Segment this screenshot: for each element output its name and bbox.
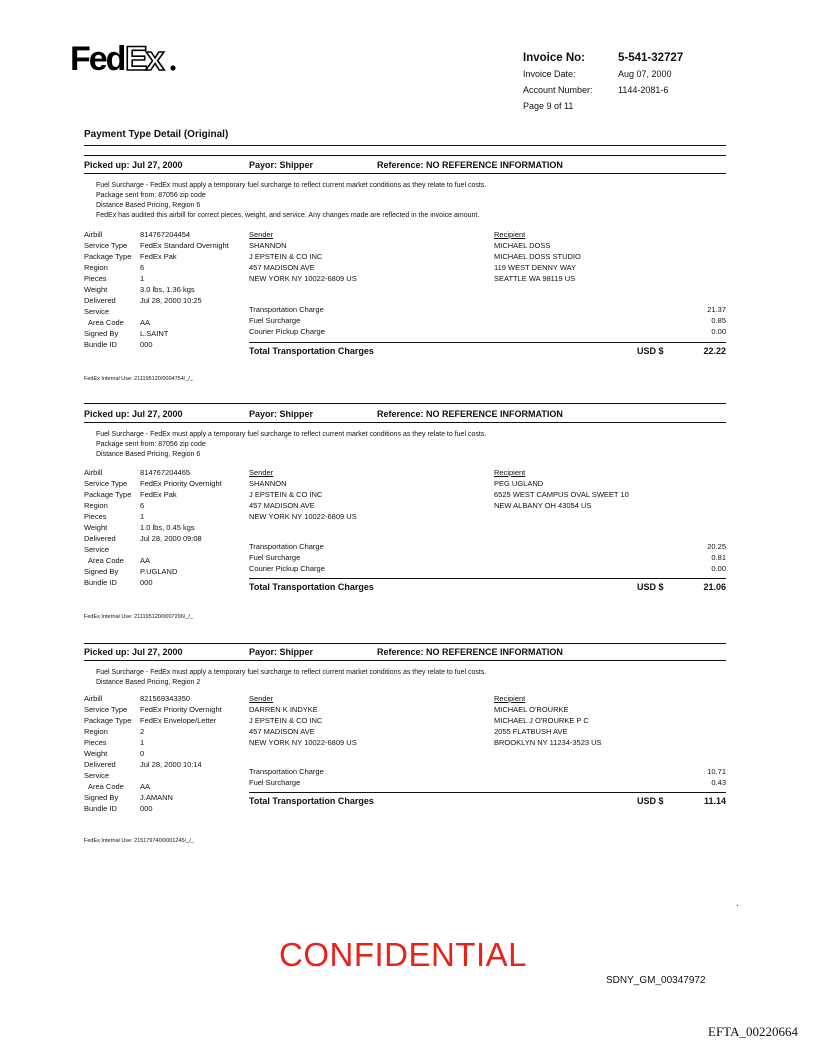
bates-number: SDNY_GM_00347972: [606, 975, 706, 986]
shipment-details: [84, 693, 222, 814]
address-line: MICHAEL O'ROURKE: [494, 705, 569, 714]
charges-list: [249, 541, 726, 574]
bundle-id-label: Bundle ID: [84, 804, 117, 813]
transportation-charge-label: Transportation Charge: [249, 542, 324, 551]
total-row: [249, 344, 726, 356]
transportation-charge: 10.71: [707, 767, 726, 776]
signed-by: J.AMANN: [140, 793, 173, 802]
fuel-surcharge-label: Fuel Surcharge: [249, 778, 301, 787]
address-line: NEW ALBANY OH 43054 US: [494, 501, 592, 510]
area-code: AA: [140, 782, 151, 791]
package-type-label: Package Type: [84, 490, 132, 499]
signed-by-label: Signed By: [84, 793, 119, 802]
total-label: Total Transportation Charges: [249, 582, 374, 592]
picked-up-date: Picked up: Jul 27, 2000: [84, 160, 183, 170]
pieces: 1: [140, 274, 145, 283]
shipment-notes: [96, 668, 486, 688]
package-type: FedEx Pak: [140, 490, 177, 499]
recipient-label: Recipient: [494, 230, 526, 239]
pieces-label: Pieces: [84, 274, 107, 283]
total-divider: [249, 578, 726, 579]
note-line: Distance Based Pricing, Region 6: [96, 202, 201, 209]
sender-address: [249, 693, 357, 748]
address-line: 457 MADISON AVE: [249, 263, 315, 272]
shipment-details: [84, 229, 229, 350]
weight: 3.0 lbs, 1.36 kgs: [140, 285, 195, 294]
address-line: SHANNON: [249, 479, 287, 488]
shipment-divider: [84, 155, 726, 156]
fuel-surcharge: 0.85: [711, 316, 726, 325]
area-code: AA: [140, 556, 151, 565]
region-label: Region: [84, 263, 108, 272]
payor: Payor: Shipper: [249, 647, 314, 657]
courier-pickup-label: Courier Pickup Charge: [249, 564, 325, 573]
total-label: Total Transportation Charges: [249, 346, 374, 356]
confidential-stamp: CONFIDENTIAL: [279, 936, 528, 973]
address-line: 2055 FLATBUSH AVE: [494, 727, 568, 736]
currency: USD $: [637, 796, 664, 806]
recipient-address: [494, 467, 629, 511]
shipment-divider: [84, 173, 726, 174]
package-type: FedEx Pak: [140, 252, 177, 261]
invoice-date-label: Invoice Date:: [523, 69, 576, 79]
shipment-details: [84, 467, 222, 588]
address-line: DARREN K INDYKE: [249, 705, 318, 714]
shipment-notes: [96, 181, 486, 221]
courier-pickup-charge: 0.00: [711, 564, 726, 573]
pieces: 1: [140, 512, 145, 521]
internal-use: FedEx Internal Use: 211195120/0004754/_/_: [84, 376, 193, 382]
internal-use: FedEx Internal Use: 215179740/0001245/_/_: [84, 838, 194, 844]
note-line: Package sent from: 87056 zip code: [96, 441, 206, 448]
delivered: Jul 28, 2000 10:25: [140, 296, 202, 305]
currency: USD $: [637, 346, 664, 356]
note-line: Fuel Surcharge - FedEx must apply a temporary fuel surcharge to reflect current market conditions as they relate to fuel costs.: [96, 669, 487, 676]
address-line: MICHAEL DOSS STUDIO: [494, 252, 581, 261]
currency: USD $: [637, 582, 664, 592]
address-line: 6525 WEST CAMPUS OVAL SWEET 10: [494, 490, 629, 499]
service-type: FedEx Priority Overnight: [140, 705, 222, 714]
delivered-label: Delivered: [84, 296, 116, 305]
invoice-number-label: Invoice No:: [523, 52, 585, 64]
bundle-id: 000: [140, 804, 153, 813]
picked-up-date: Picked up: Jul 27, 2000: [84, 409, 183, 419]
reference: Reference: NO REFERENCE INFORMATION: [377, 647, 563, 657]
total-amount: 11.14: [703, 796, 726, 806]
shipment-divider: [84, 643, 726, 644]
sender-label: Sender: [249, 468, 274, 477]
weight-label: Weight: [84, 749, 108, 758]
package-type-label: Package Type: [84, 252, 132, 261]
package-type-label: Package Type: [84, 716, 132, 725]
airbill-label: Airbill: [84, 468, 103, 477]
total-divider: [249, 792, 726, 793]
pieces-label: Pieces: [84, 512, 107, 521]
service-type-label: Service Type: [84, 479, 128, 488]
bundle-id: 000: [140, 578, 153, 587]
shipment-notes: [96, 430, 486, 460]
address-line: NEW YORK NY 10022-6809 US: [249, 274, 357, 283]
total-divider: [249, 342, 726, 343]
account-number: 1144-2081-6: [618, 85, 669, 95]
shipment-divider: [84, 403, 726, 404]
note-line: Distance Based Pricing, Region 2: [96, 679, 201, 686]
delivered: Jul 28, 2000 09:08: [140, 534, 202, 543]
address-line: J EPSTEIN & CO INC: [249, 716, 323, 725]
address-line: J EPSTEIN & CO INC: [249, 252, 323, 261]
charges-list: [249, 304, 726, 337]
invoice-header: [523, 50, 683, 114]
shipment-divider: [84, 660, 726, 661]
fuel-surcharge-label: Fuel Surcharge: [249, 553, 301, 562]
transportation-charge: 20.25: [707, 542, 726, 551]
service-label: Service: [84, 771, 110, 780]
note-line: Fuel Surcharge - FedEx must apply a temporary fuel surcharge to reflect current market conditions as they relate to fuel costs.: [96, 182, 487, 189]
weight: 1.0 lbs, 0.45 kgs: [140, 523, 195, 532]
area-code: AA: [140, 318, 151, 327]
airbill-label: Airbill: [84, 694, 103, 703]
airbill-number: 814767204465: [140, 468, 191, 477]
area-code-label: Area Code: [88, 782, 124, 791]
region-label: Region: [84, 501, 108, 510]
shipment-divider: [84, 422, 726, 423]
service-type-label: Service Type: [84, 705, 128, 714]
service-type-label: Service Type: [84, 241, 128, 250]
delivered: Jul 28, 2000 10:14: [140, 760, 202, 769]
service-type: FedEx Priority Overnight: [140, 479, 222, 488]
pieces-label: Pieces: [84, 738, 107, 747]
fedex-logo-text: Fed: [70, 40, 125, 76]
note-line: Fuel Surcharge - FedEx must apply a temporary fuel surcharge to reflect current market conditions as they relate to fuel costs.: [96, 431, 487, 438]
transportation-charge: 21.37: [707, 305, 726, 314]
address-line: MICHAEL DOSS: [494, 241, 551, 250]
note-line: Distance Based Pricing, Region 6: [96, 451, 201, 458]
signed-by: P.UGLAND: [140, 567, 178, 576]
note-line: FedEx has audited this airbill for correct pieces, weight, and service. Any changes made are reflected in the invoice amount.: [96, 212, 480, 219]
area-code-label: Area Code: [88, 318, 124, 327]
efta-number: EFTA_00220664: [708, 1024, 798, 1039]
recipient-label: Recipient: [494, 694, 526, 703]
sender-address: [249, 229, 357, 284]
sender-label: Sender: [249, 694, 274, 703]
courier-pickup-charge: 0.00: [711, 327, 726, 336]
airbill-label: Airbill: [84, 230, 103, 239]
charges-list: [249, 766, 726, 788]
total-amount: 21.06: [703, 582, 726, 592]
fuel-surcharge-label: Fuel Surcharge: [249, 316, 301, 325]
fuel-surcharge: 0.81: [711, 553, 726, 562]
courier-pickup-label: Courier Pickup Charge: [249, 327, 325, 336]
address-line: 457 MADISON AVE: [249, 501, 315, 510]
invoice-number: 5-541-32727: [618, 52, 684, 64]
airbill-number: 814767204454: [140, 230, 191, 239]
address-line: MICHAEL J O'ROURKE P C: [494, 716, 589, 725]
delivered-label: Delivered: [84, 534, 116, 543]
total-label: Total Transportation Charges: [249, 796, 374, 806]
service-type: FedEx Standard Overnight: [140, 241, 229, 250]
picked-up-date: Picked up: Jul 27, 2000: [84, 647, 183, 657]
service-label: Service: [84, 545, 110, 554]
address-line: SEATTLE WA 98119 US: [494, 274, 576, 283]
address-line: SHANNON: [249, 241, 287, 250]
service-label: Service: [84, 307, 110, 316]
invoice-date: Aug 07, 2000: [618, 69, 672, 79]
transportation-charge-label: Transportation Charge: [249, 305, 324, 314]
recipient-label: Recipient: [494, 468, 526, 477]
region: 6: [140, 263, 145, 272]
page-indicator: Page 9 of 11: [523, 101, 574, 111]
fuel-surcharge: 0.43: [711, 778, 726, 787]
address-line: NEW YORK NY 10022-6809 US: [249, 512, 357, 521]
recipient-address: [494, 693, 602, 748]
pieces: 1: [140, 738, 145, 747]
section-divider: [84, 145, 726, 146]
internal-use: FedEx Internal Use: 211195120/0007296/_/_: [84, 614, 193, 620]
address-line: BROOKLYN NY 11234-3523 US: [494, 738, 602, 747]
signed-by-label: Signed By: [84, 567, 119, 576]
address-line: 457 MADISON AVE: [249, 727, 315, 736]
signed-by-label: Signed By: [84, 329, 119, 338]
note-line: Package sent from: 87056 zip code: [96, 192, 206, 199]
recipient-address: [494, 229, 581, 284]
bundle-id-label: Bundle ID: [84, 578, 117, 587]
area-code-label: Area Code: [88, 556, 124, 565]
payor: Payor: Shipper: [249, 409, 314, 419]
total-amount: 22.22: [703, 346, 726, 356]
region: 2: [140, 727, 145, 736]
weight-label: Weight: [84, 523, 108, 532]
address-line: NEW YORK NY 10022-6809 US: [249, 738, 357, 747]
weight: 0: [140, 749, 145, 758]
sender-address: [249, 467, 357, 522]
account-number-label: Account Number:: [523, 85, 593, 95]
airbill-number: 821569343350: [140, 694, 191, 703]
sender-label: Sender: [249, 230, 274, 239]
fedex-logo: [70, 40, 180, 76]
reference: Reference: NO REFERENCE INFORMATION: [377, 409, 563, 419]
address-line: PEG UGLAND: [494, 479, 544, 488]
signed-by: L.SAINT: [140, 329, 169, 338]
total-row: [249, 580, 726, 592]
region-label: Region: [84, 727, 108, 736]
delivered-label: Delivered: [84, 760, 116, 769]
stray-dot: .: [736, 898, 739, 909]
bundle-id-label: Bundle ID: [84, 340, 117, 349]
address-line: 119 WEST DENNY WAY: [494, 263, 577, 272]
payor: Payor: Shipper: [249, 160, 314, 170]
total-row: [249, 794, 726, 806]
reference: Reference: NO REFERENCE INFORMATION: [377, 160, 563, 170]
svg-text:Ex: Ex: [125, 40, 163, 76]
package-type: FedEx Envelope/Letter: [140, 716, 217, 725]
transportation-charge-label: Transportation Charge: [249, 767, 324, 776]
section-title: Payment Type Detail (Original): [84, 129, 229, 140]
region: 6: [140, 501, 145, 510]
weight-label: Weight: [84, 285, 108, 294]
address-line: J EPSTEIN & CO INC: [249, 490, 323, 499]
bundle-id: 000: [140, 340, 153, 349]
